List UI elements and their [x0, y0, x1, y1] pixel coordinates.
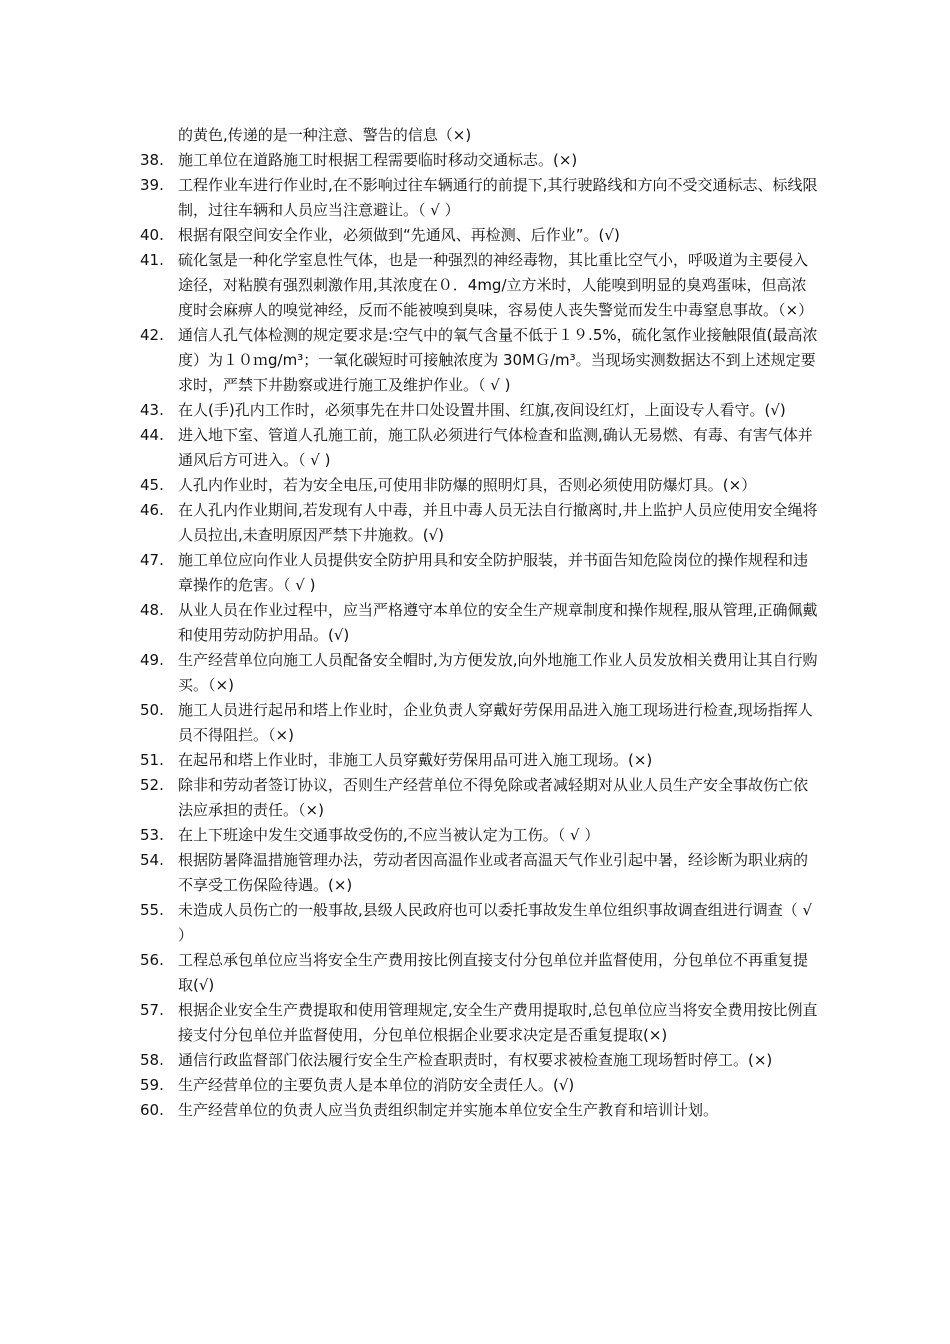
item-text: 施工单位应向作业人员提供安全防护用具和安全防护服装，并书面告知危险岗位的操作规程和违章操作的危害。（ √ )	[178, 551, 809, 594]
list-item	[140, 698, 820, 748]
item-text: 通信人孔气体检测的规定要求是:空气中的氧气含量不低于１９.5%，硫化氢作业接触限值(最高浓度）为１０ｍg/m³；一氧化碳短时可接触浓度为 30MＧ/m³。当现场实测数据达不到上述规定要求时，严禁下井勘察或进行施工及维护作业。（ √ )	[178, 326, 818, 394]
item-text: 进入地下室、管道人孔施工前，施工队必须进行气体检查和监测,确认无易燃、有毒、有害气体并通风后方可进入。（ √ )	[178, 426, 813, 469]
list-item	[140, 173, 820, 223]
item-text: 施工人员进行起吊和塔上作业时，企业负责人穿戴好劳保用品进入施工现场进行检查,现场指挥人员不得阻拦。（×)	[178, 701, 813, 744]
item-text: 生产经营单位的负责人应当负责组织制定并实施本单位安全生产教育和培训计划。	[178, 1101, 719, 1119]
list-item	[140, 398, 820, 423]
list-item	[140, 548, 820, 598]
list-item	[140, 823, 820, 848]
item-number: 43.	[140, 401, 164, 419]
item-number: 56.	[140, 951, 164, 969]
list-item	[140, 423, 820, 473]
item-number: 45.	[140, 476, 164, 494]
list-item	[140, 1098, 820, 1123]
item-number: 53.	[140, 826, 164, 844]
list-item	[140, 498, 820, 548]
item-number: 38.	[140, 151, 164, 169]
item-number: 40.	[140, 226, 164, 244]
item-number: 44.	[140, 426, 164, 444]
list-item	[140, 148, 820, 173]
item-text: 根据企业安全生产费提取和使用管理规定,安全生产费用提取时,总包单位应当将安全费用按比例直接支付分包单位并监督使用，分包单位根据企业要求决定是否重复提取(×)	[178, 1001, 818, 1044]
item-number: 39.	[140, 176, 164, 194]
list-item	[140, 648, 820, 698]
item-text: 从业人员在作业过程中，应当严格遵守本单位的安全生产规章制度和操作规程,服从管理,正确佩戴和使用劳动防护用品。(√)	[178, 601, 818, 644]
item-text: 在人(手)孔内工作时，必须事先在井口处设置井围、红旗,夜间设红灯，上面设专人看守。(√)	[178, 401, 786, 419]
continued-text: 的黄色,传递的是一种注意、警告的信息（×)	[178, 126, 472, 144]
item-number: 59.	[140, 1076, 164, 1094]
item-text: 工程总承包单位应当将安全生产费用按比例直接支付分包单位并监督使用，分包单位不再重复提取(√)	[178, 951, 809, 994]
item-text: 在起吊和塔上作业时，非施工人员穿戴好劳保用品可进入施工现场。(×)	[178, 751, 653, 769]
item-text: 施工单位在道路施工时根据工程需要临时移动交通标志。(×)	[178, 151, 578, 169]
list-item	[140, 323, 820, 398]
item-text: 根据有限空间安全作业，必须做到“先通风、再检测、后作业”。(√)	[178, 226, 620, 244]
item-number: 50.	[140, 701, 164, 719]
list-item	[140, 1048, 820, 1073]
list-item	[140, 248, 820, 323]
item-text: 人孔内作业时，若为安全电压,可使用非防爆的照明灯具，否则必须使用防爆灯具。(×）	[178, 476, 757, 494]
item-text: 硫化氢是一种化学室息性气体，也是一种强烈的神经毒物，其比重比空气小，呼吸道为主要侵入途径，对粘膜有强烈刺激作用,其浓度在０．4mg/立方米时，人能嗅到明显的臭鸡蛋味，但高浓度时会麻痹人的嗅觉神经，反而不能被嗅到臭味，容易使人丧失警觉而发生中毒窒息事故。（×）	[178, 251, 814, 319]
item-text: 除非和劳动者签订协议，否则生产经营单位不得免除或者减轻期对从业人员生产安全事故伤亡依法应承担的责任。（×)	[178, 776, 809, 819]
list-item	[140, 773, 820, 823]
list-item	[140, 898, 820, 948]
items-container	[140, 148, 820, 1123]
item-text: 在上下班途中发生交通事故受伤的,不应当被认定为工伤。（ √ ）	[178, 826, 600, 844]
item-number: 51.	[140, 751, 164, 769]
item-number: 60.	[140, 1101, 164, 1119]
item-number: 52.	[140, 776, 164, 794]
list-item	[140, 998, 820, 1048]
list-item	[140, 1073, 820, 1098]
item-text: 工程作业车进行作业时,在不影响过往车辆通行的前提下,其行驶路线和方向不受交通标志、标线限制，过往车辆和人员应当注意避让。（ √ ）	[178, 176, 818, 219]
item-text: 未造成人员伤亡的一般事故,县级人民政府也可以委托事故发生单位组织事故调查组进行调查（ √ ）	[178, 901, 813, 944]
item-text: 通信行政监督部门依法履行安全生产检查职责时，有权要求被检查施工现场暂时停工。(×)	[178, 1051, 773, 1069]
item-number: 58.	[140, 1051, 164, 1069]
item-number: 57.	[140, 1001, 164, 1019]
list-item	[140, 948, 820, 998]
list-item	[140, 473, 820, 498]
item-number: 55.	[140, 901, 164, 919]
item-text: 根据防暑降温措施管理办法，劳动者因高温作业或者高温天气作业引起中暑，经诊断为职业病的不享受工伤保险待遇。(×)	[178, 851, 809, 894]
list-item	[140, 848, 820, 898]
item-number: 48.	[140, 601, 164, 619]
item-number: 49.	[140, 651, 164, 669]
question-list	[140, 123, 820, 1123]
item-text: 生产经营单位的主要负责人是本单位的消防安全责任人。(√)	[178, 1076, 575, 1094]
item-text: 在人孔内作业期间,若发现有人中毒，并且中毒人员无法自行撤离时,井上监护人员应使用安全绳将人员拉出,未查明原因严禁下井施救。(√)	[178, 501, 818, 544]
list-item	[140, 223, 820, 248]
item-number: 41.	[140, 251, 164, 269]
list-item	[140, 598, 820, 648]
item-number: 54.	[140, 851, 164, 869]
list-item	[140, 748, 820, 773]
item-number: 47.	[140, 551, 164, 569]
item-number: 42.	[140, 326, 164, 344]
item-number: 46.	[140, 501, 164, 519]
item-text: 生产经营单位向施工人员配备安全帽时,为方便发放,向外地施工作业人员发放相关费用让其自行购买。（×)	[178, 651, 818, 694]
